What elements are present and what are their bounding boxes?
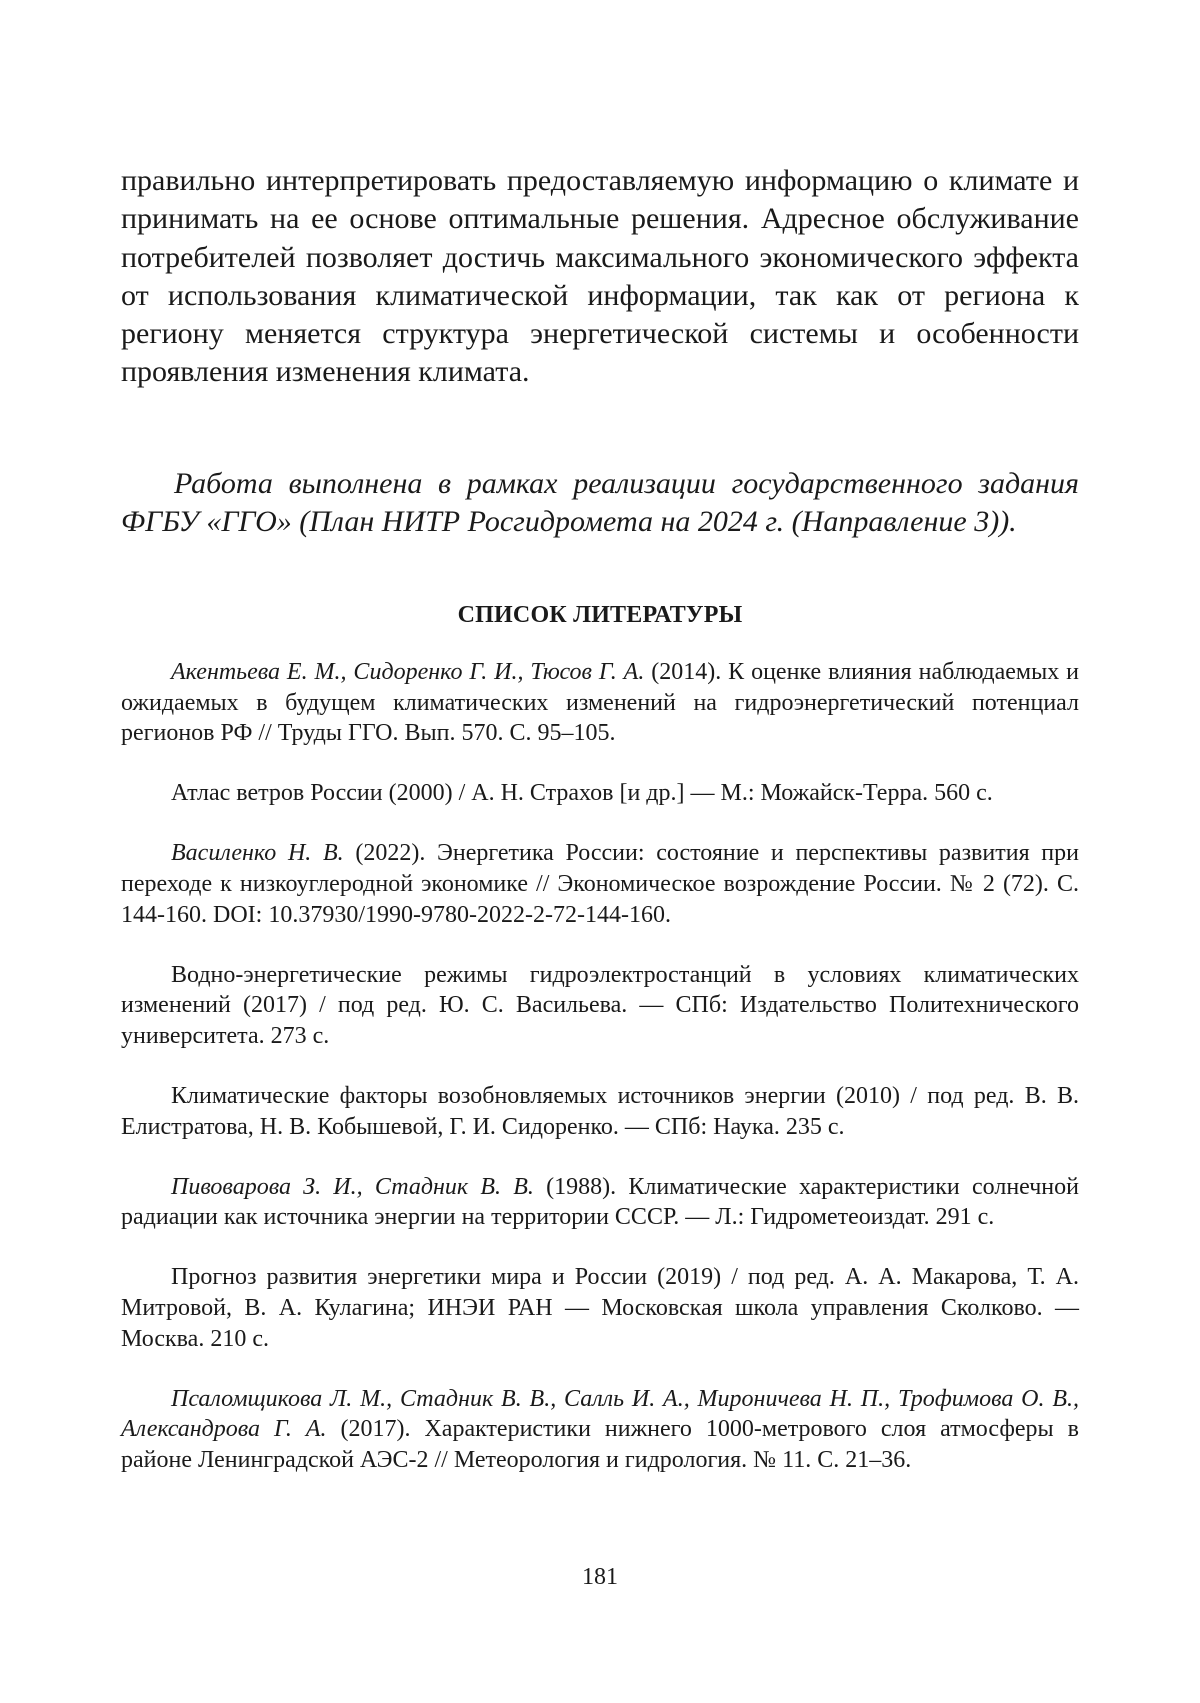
reference-authors: Василенко Н. В. [171,840,344,866]
reference-text: (2014). К оценке влияния наблюдаемых и ожидаемых в будущем климатических изменений на гидроэнергетический потенциал регионов РФ // Труды ГГО. Вып. 570. С. 95–105. [121,659,1079,746]
reference-text: (1988). Климатические характеристики солнечной радиации как источника энергии на территории СССР. — Л.: Гидрометеоиздат. 291 с. [121,1174,1079,1231]
references-list [121,657,1079,1505]
reference-item [121,960,1079,1052]
document-page [0,0,1200,1703]
reference-text: Водно-энергетические режимы гидроэлектростанций в условиях климатических изменений (2017) / под ред. Ю. С. Васильева. — СПб: Издательство Политехнического университета. 273 с. [121,962,1079,1049]
reference-item [121,778,1079,809]
reference-text: Прогноз развития энергетики мира и России (2019) / под ред. А. А. Макарова, Т. А. Митровой, В. А. Кулагина; ИНЭИ РАН — Московская школа управления Сколково. — Москва. 210 с. [121,1264,1079,1351]
reference-item [121,1081,1079,1142]
reference-item [121,1384,1079,1476]
reference-item [121,1262,1079,1354]
reference-authors: Акентьева Е. М., Сидоренко Г. И., Тюсов Г. А. [171,659,644,685]
reference-item [121,657,1079,749]
acknowledgement-paragraph: Работа выполнена в рамках реализации государственного задания ФГБУ «ГГО» (План НИТР Росгидромета на 2024 г. (Направление 3)). [121,465,1079,542]
body-paragraph: правильно интерпретировать предоставляемую информацию о климате и принимать на ее основе оптимальные решения. Адресное обслуживание потребителей позволяет достичь максимального экономического эффекта от использования климатической информации, так как от региона к региону меняется структура энергетической системы и особенности проявления изменения климата. [121,162,1079,392]
reference-item [121,1172,1079,1233]
reference-text: (2022). Энергетика России: состояние и перспективы развития при переходе к низкоуглеродной экономике // Экономическое возрождение России. № 2 (72). С. 144-160. DOI: 10.37930/1990-9780-2022-2-72-144-160. [121,840,1079,927]
reference-text: Климатические факторы возобновляемых источников энергии (2010) / под ред. В. В. Елистратова, Н. В. Кобышевой, Г. И. Сидоренко. — СПб: Наука. 235 с. [121,1083,1079,1140]
reference-item [121,838,1079,930]
reference-text: Атлас ветров России (2000) / А. Н. Страхов [и др.] — М.: Можайск-Терра. 560 с. [171,780,993,806]
reference-authors: Пивоварова З. И., Стадник В. В. [171,1174,534,1200]
page-number: 181 [0,1562,1200,1592]
reference-text: (2017). Характеристики нижнего 1000-метрового слоя атмосферы в районе Ленинградской АЭС-2 // Метеорология и гидрология. № 11. С. 21–36. [121,1416,1079,1473]
reference-authors: Псаломщикова Л. М., Стадник В. В., Салль И. А., Мироничева Н. П., Трофимова О. В., Александрова Г. А. [121,1386,1079,1443]
references-heading: СПИСОК ЛИТЕРАТУРЫ [121,600,1079,630]
